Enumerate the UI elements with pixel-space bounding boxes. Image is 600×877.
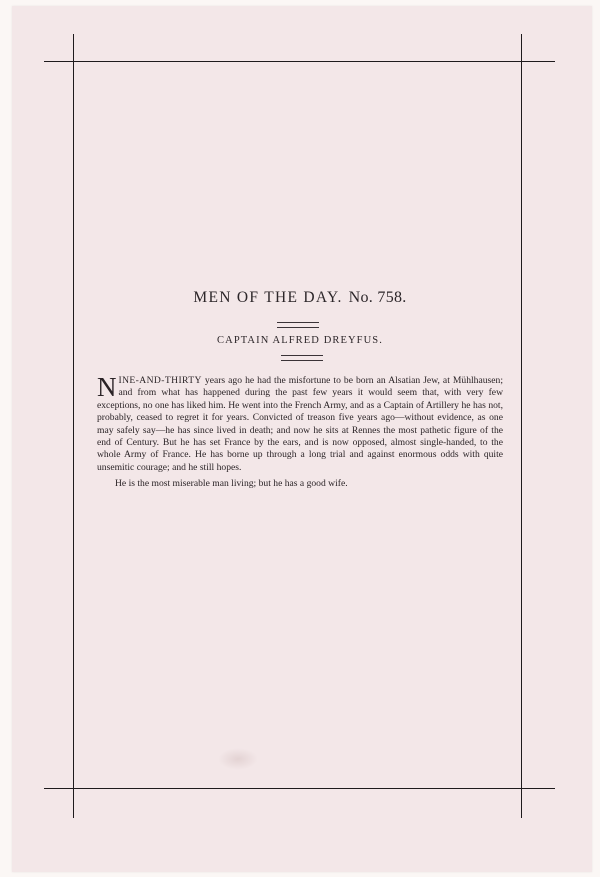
drop-cap: N [97,372,117,402]
title-divider [277,322,319,328]
subtitle-divider [281,355,323,361]
paper-smudge [218,748,258,770]
lead-text: INE-AND-THIRTY [118,375,202,386]
article-subtitle: CAPTAIN ALFRED DREYFUS. [217,335,383,346]
paragraph-1 [97,372,503,474]
frame-right-rule [521,34,522,818]
title-number: No. 758. [348,289,407,306]
article-body [97,372,503,491]
frame-left-rule [73,34,74,818]
title-main: MEN OF THE DAY. [193,289,343,306]
paragraph-2: He is the most miserable man living; but he has a good wife. [115,478,348,490]
page-title [0,289,600,307]
frame-bottom-rule [44,788,555,789]
frame-top-rule [44,61,555,62]
paragraph-1-text: years ago he had the misfortune to be born an Alsatian Jew, at Mühlhausen; and from what has happened during the past few years it would seem that, with very few exceptions, no one has liked him. He went into the French Army, and as a Captain of Artillery he has not, probably, ceased to regret it for years. Convicted of treason five years ago—without evidence, as one may safely say—he has since lived in death; and now he sits at Rennes the most pathetic figure of the end of Century. But he has set France by the ears, and is now opposed, almost single-handed, to the whole Army of France. He has borne up through a long trial and against enormous odds with quite unsemitic courage; and he still hopes. [97,375,503,473]
